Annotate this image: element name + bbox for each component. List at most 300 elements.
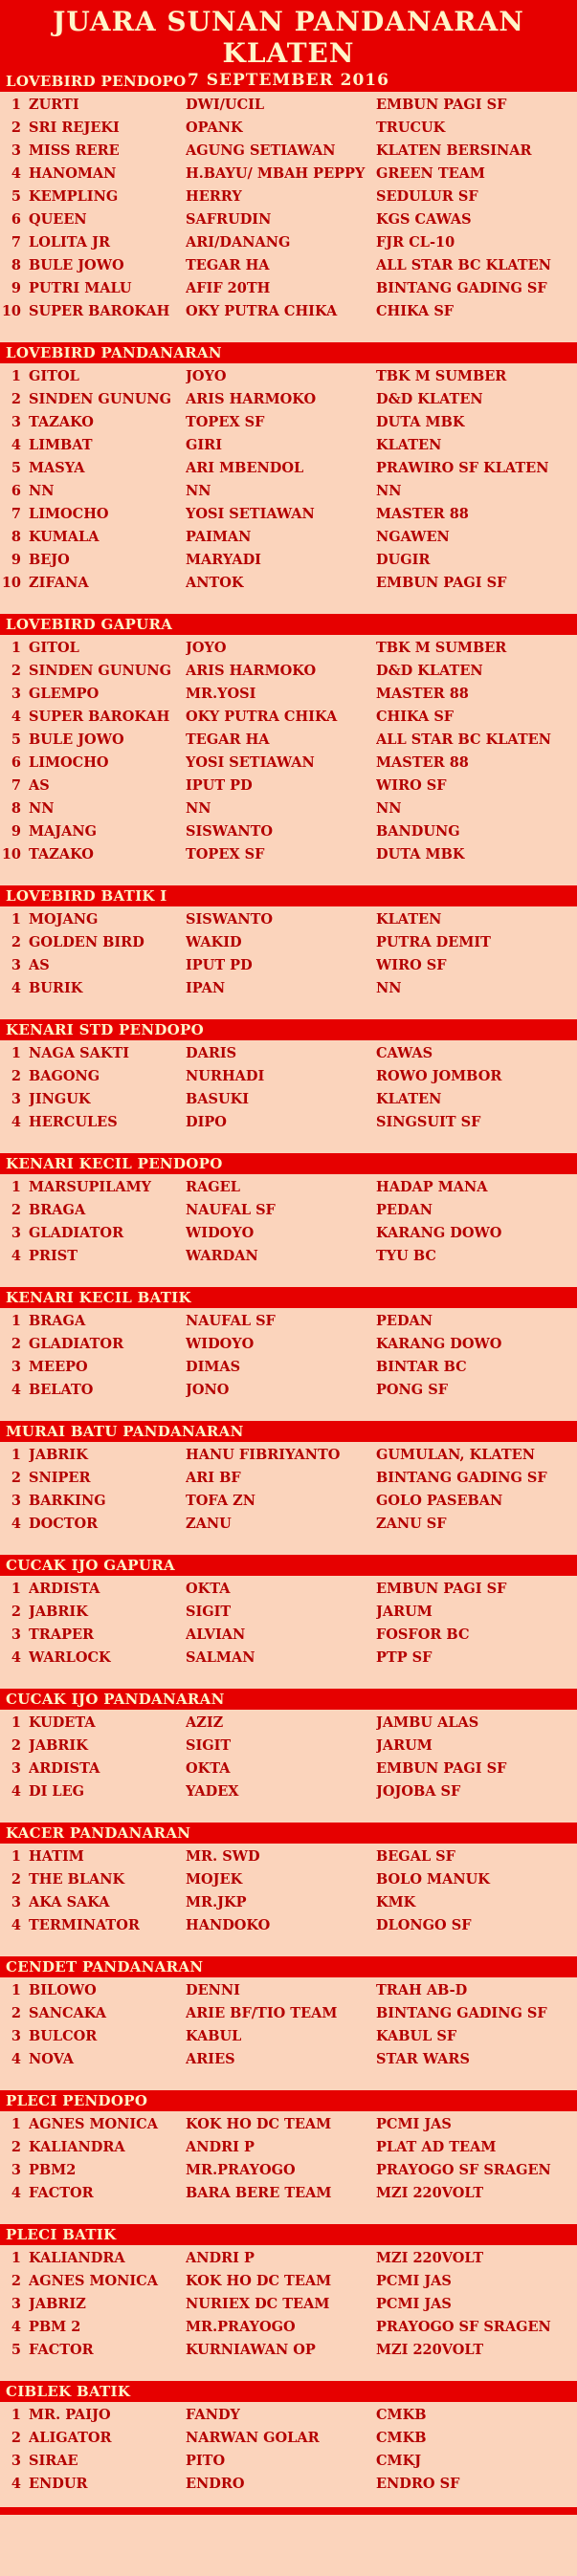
club-cell: KLATEN BERSINAR bbox=[376, 142, 532, 159]
result-row bbox=[0, 1356, 577, 1379]
bird-cell: LOLITA JR bbox=[29, 234, 111, 251]
club-cell: PONG SF bbox=[376, 1382, 448, 1398]
bird-cell: ZIFANA bbox=[29, 575, 89, 591]
bird-cell: JABRIK bbox=[29, 1737, 88, 1754]
section-title: LOVEBIRD GAPURA bbox=[0, 614, 577, 635]
result-row bbox=[0, 1065, 577, 1088]
club-cell: PEDAN bbox=[376, 1202, 433, 1218]
rank-cell: 6 bbox=[11, 754, 21, 771]
rank-cell: 3 bbox=[11, 686, 21, 702]
rank-cell: 3 bbox=[11, 1091, 21, 1107]
club-cell: SINGSUIT SF bbox=[376, 1114, 481, 1130]
owner-cell: JONO bbox=[186, 1382, 230, 1398]
owner-cell: OKY PUTRA CHIKA bbox=[186, 303, 338, 319]
owner-cell: IPUT PD bbox=[186, 957, 253, 973]
rank-cell: 4 bbox=[11, 1248, 21, 1264]
club-cell: STAR WARS bbox=[376, 2051, 470, 2067]
bird-cell: PUTRI MALU bbox=[29, 280, 132, 296]
club-cell: JARUM bbox=[376, 1737, 433, 1754]
rank-cell: 2 bbox=[11, 1604, 21, 1620]
bird-cell: BULE JOWO bbox=[29, 731, 124, 748]
result-row bbox=[0, 1624, 577, 1647]
club-cell: BEGAL SF bbox=[376, 1848, 455, 1865]
owner-cell: ENDRO bbox=[186, 2476, 245, 2492]
bird-cell: NN bbox=[29, 800, 55, 817]
club-cell: CMKJ bbox=[376, 2453, 422, 2469]
rank-cell: 9 bbox=[11, 552, 21, 568]
result-row bbox=[0, 752, 577, 775]
owner-cell: PITO bbox=[186, 2453, 226, 2469]
result-row bbox=[0, 1757, 577, 1780]
rank-cell: 1 bbox=[11, 1581, 21, 1597]
result-row bbox=[0, 1379, 577, 1402]
bird-cell: JABRIZ bbox=[29, 2296, 86, 2312]
owner-cell: HERRY bbox=[186, 188, 242, 205]
bird-cell: BEJO bbox=[29, 552, 70, 568]
section-title: KENARI STD PENDOPO bbox=[0, 1019, 577, 1040]
rank-cell: 2 bbox=[11, 1871, 21, 1888]
result-row bbox=[0, 1845, 577, 1868]
bird-cell: TRAPER bbox=[29, 1626, 95, 1643]
club-cell: PRAYOGO SF SRAGEN bbox=[376, 2162, 551, 2178]
rank-cell: 3 bbox=[11, 1493, 21, 1509]
bird-cell: SUPER BAROKAH bbox=[29, 303, 170, 319]
result-row bbox=[0, 1780, 577, 1803]
club-cell: KARANG DOWO bbox=[376, 1336, 502, 1352]
section-title: MURAI BATU PANDANARAN bbox=[0, 1421, 577, 1442]
result-row bbox=[0, 300, 577, 323]
bird-cell: HATIM bbox=[29, 1848, 84, 1865]
results-section bbox=[0, 1287, 577, 1408]
bird-cell: GLEMPO bbox=[29, 686, 100, 702]
section-rows bbox=[0, 1576, 577, 1675]
bird-cell: TAZAKO bbox=[29, 846, 94, 862]
club-cell: HADAP MANA bbox=[376, 1179, 488, 1195]
owner-cell: MR. SWD bbox=[186, 1848, 260, 1865]
rank-cell: 4 bbox=[11, 437, 21, 453]
result-row bbox=[0, 706, 577, 729]
owner-cell: TEGAR HA bbox=[186, 731, 270, 748]
result-row bbox=[0, 388, 577, 411]
owner-cell: AGUNG SETIAWAN bbox=[186, 142, 336, 159]
section-title: KACER PANDANARAN bbox=[0, 1823, 577, 1844]
section-rows bbox=[0, 2402, 577, 2501]
bird-cell: SINDEN GUNUNG bbox=[29, 663, 172, 679]
bird-cell: GLADIATOR bbox=[29, 1225, 124, 1241]
result-row bbox=[0, 2159, 577, 2182]
club-cell: FOSFOR BC bbox=[376, 1626, 470, 1643]
club-cell: PCMI JAS bbox=[376, 2273, 452, 2289]
result-row bbox=[0, 931, 577, 954]
bird-cell: AKA SAKA bbox=[29, 1894, 110, 1910]
result-row bbox=[0, 683, 577, 706]
results-section bbox=[0, 71, 577, 329]
results-sections bbox=[0, 71, 577, 2501]
rank-cell: 2 bbox=[11, 663, 21, 679]
section-title: LOVEBIRD PENDOPO bbox=[0, 71, 577, 92]
owner-cell: NAUFAL SF bbox=[186, 1202, 276, 1218]
bird-cell: BULE JOWO bbox=[29, 257, 124, 273]
rank-cell: 7 bbox=[11, 506, 21, 522]
bird-cell: JABRIK bbox=[29, 1604, 88, 1620]
result-row bbox=[0, 820, 577, 843]
rank-cell: 1 bbox=[11, 1045, 21, 1061]
rank-cell: 4 bbox=[11, 1917, 21, 1933]
owner-cell: MR.PRAYOGO bbox=[186, 2319, 296, 2335]
result-row bbox=[0, 2404, 577, 2427]
owner-cell: AFIF 20TH bbox=[186, 280, 271, 296]
owner-cell: BASUKI bbox=[186, 1091, 250, 1107]
rank-cell: 3 bbox=[11, 142, 21, 159]
owner-cell: NARWAN GOLAR bbox=[186, 2430, 320, 2446]
owner-cell: SIGIT bbox=[186, 1737, 232, 1754]
club-cell: TBK M SUMBER bbox=[376, 368, 507, 384]
bird-cell: NOVA bbox=[29, 2051, 75, 2067]
result-row bbox=[0, 572, 577, 595]
result-row bbox=[0, 954, 577, 977]
section-title: CUCAK IJO PANDANARAN bbox=[0, 1689, 577, 1710]
result-row bbox=[0, 1042, 577, 1065]
result-row bbox=[0, 2136, 577, 2159]
section-rows bbox=[0, 1710, 577, 1809]
rank-cell: 2 bbox=[11, 2430, 21, 2446]
bird-cell: PBM2 bbox=[29, 2162, 77, 2178]
rank-cell: 10 bbox=[1, 303, 21, 319]
owner-cell: KABUL bbox=[186, 2028, 242, 2044]
result-row bbox=[0, 2427, 577, 2450]
bird-cell: KEMPLING bbox=[29, 188, 119, 205]
rank-cell: 1 bbox=[11, 1179, 21, 1195]
result-row bbox=[0, 2182, 577, 2205]
bird-cell: HERCULES bbox=[29, 1114, 118, 1130]
owner-cell: IPUT PD bbox=[186, 777, 253, 794]
bird-cell: NN bbox=[29, 483, 55, 499]
owner-cell: ZANU bbox=[186, 1516, 232, 1532]
rank-cell: 3 bbox=[11, 1760, 21, 1777]
rank-cell: 3 bbox=[11, 1894, 21, 1910]
rank-cell: 5 bbox=[11, 188, 21, 205]
rank-cell: 4 bbox=[11, 980, 21, 996]
owner-cell: ARI/DANANG bbox=[186, 234, 291, 251]
owner-cell: OKTA bbox=[186, 1760, 231, 1777]
result-row bbox=[0, 2025, 577, 2048]
result-row bbox=[0, 434, 577, 457]
rank-cell: 1 bbox=[11, 911, 21, 928]
owner-cell: YOSI SETIAWAN bbox=[186, 754, 315, 771]
club-cell: TRUCUK bbox=[376, 120, 446, 136]
club-cell: CMKB bbox=[376, 2430, 427, 2446]
club-cell: GOLO PASEBAN bbox=[376, 1493, 503, 1509]
owner-cell: WARDAN bbox=[186, 1248, 258, 1264]
result-row bbox=[0, 1914, 577, 1937]
bird-cell: AS bbox=[29, 777, 50, 794]
club-cell: BINTANG GADING SF bbox=[376, 2005, 547, 2021]
club-cell: MASTER 88 bbox=[376, 686, 469, 702]
rank-cell: 1 bbox=[11, 640, 21, 656]
rank-cell: 5 bbox=[11, 2342, 21, 2358]
owner-cell: DARIS bbox=[186, 1045, 237, 1061]
bird-cell: PRIST bbox=[29, 1248, 78, 1264]
club-cell: KLATEN bbox=[376, 437, 442, 453]
club-cell: KABUL SF bbox=[376, 2028, 457, 2044]
result-row bbox=[0, 637, 577, 660]
result-row bbox=[0, 94, 577, 117]
rank-cell: 2 bbox=[11, 934, 21, 950]
club-cell: KMK bbox=[376, 1894, 416, 1910]
owner-cell: ANTOK bbox=[186, 575, 244, 591]
bird-cell: SIRAE bbox=[29, 2453, 78, 2469]
club-cell: DUTA MBK bbox=[376, 414, 465, 430]
section-title: CUCAK IJO GAPURA bbox=[0, 1555, 577, 1576]
club-cell: DUGIR bbox=[376, 552, 431, 568]
rank-cell: 2 bbox=[11, 120, 21, 136]
owner-cell: DENNI bbox=[186, 1982, 240, 1998]
section-title: LOVEBIRD PANDANARAN bbox=[0, 342, 577, 363]
section-title: LOVEBIRD BATIK I bbox=[0, 885, 577, 906]
owner-cell: TOPEX SF bbox=[186, 846, 265, 862]
result-row bbox=[0, 797, 577, 820]
page-title: JUARA SUNAN PANDANARAN KLATEN bbox=[53, 6, 524, 69]
club-cell: PCMI JAS bbox=[376, 2296, 452, 2312]
result-row bbox=[0, 480, 577, 503]
section-title: PLECI BATIK bbox=[0, 2224, 577, 2245]
bird-cell: LIMBAT bbox=[29, 437, 93, 453]
club-cell: KARANG DOWO bbox=[376, 1225, 502, 1241]
result-row bbox=[0, 1333, 577, 1356]
bird-cell: KUMALA bbox=[29, 529, 100, 545]
club-cell: DLONGO SF bbox=[376, 1917, 472, 1933]
bird-cell: ZURTI bbox=[29, 97, 79, 113]
section-rows bbox=[0, 1308, 577, 1408]
rank-cell: 1 bbox=[11, 1447, 21, 1463]
result-row bbox=[0, 1647, 577, 1670]
bird-cell: KALIANDRA bbox=[29, 2250, 125, 2266]
bird-cell: BRAGA bbox=[29, 1313, 86, 1329]
section-title: CENDET PANDANARAN bbox=[0, 1956, 577, 1977]
club-cell: BOLO MANUK bbox=[376, 1871, 490, 1888]
club-cell: PEDAN bbox=[376, 1313, 433, 1329]
club-cell: GUMULAN, KLATEN bbox=[376, 1447, 535, 1463]
result-row bbox=[0, 1979, 577, 2002]
rank-cell: 2 bbox=[11, 1202, 21, 1218]
section-title: KENARI KECIL PENDOPO bbox=[0, 1153, 577, 1174]
bird-cell: MASYA bbox=[29, 460, 85, 476]
section-rows bbox=[0, 2245, 577, 2368]
result-row bbox=[0, 231, 577, 254]
club-cell: GREEN TEAM bbox=[376, 165, 485, 182]
result-row bbox=[0, 549, 577, 572]
owner-cell: RAGEL bbox=[186, 1179, 240, 1195]
bird-cell: BAGONG bbox=[29, 1068, 100, 1084]
result-row bbox=[0, 277, 577, 300]
owner-cell: ALVIAN bbox=[186, 1626, 246, 1643]
result-row bbox=[0, 1199, 577, 1222]
rank-cell: 2 bbox=[11, 1336, 21, 1352]
result-row bbox=[0, 1467, 577, 1490]
club-cell: DUTA MBK bbox=[376, 846, 465, 862]
results-section bbox=[0, 1153, 577, 1274]
bird-cell: ENDUR bbox=[29, 2476, 88, 2492]
club-cell: EMBUN PAGI SF bbox=[376, 1760, 507, 1777]
club-cell: BINTANG GADING SF bbox=[376, 280, 547, 296]
rank-cell: 2 bbox=[11, 1470, 21, 1486]
rank-cell: 3 bbox=[11, 1626, 21, 1643]
owner-cell: AZIZ bbox=[186, 1714, 224, 1731]
result-row bbox=[0, 2293, 577, 2316]
rank-cell: 3 bbox=[11, 2296, 21, 2312]
result-row bbox=[0, 208, 577, 231]
owner-cell: MR.JKP bbox=[186, 1894, 247, 1910]
club-cell: MZI 220VOLT bbox=[376, 2250, 484, 2266]
rank-cell: 1 bbox=[11, 1714, 21, 1731]
bird-cell: MAJANG bbox=[29, 823, 98, 840]
rank-cell: 1 bbox=[11, 2407, 21, 2423]
rank-cell: 8 bbox=[11, 529, 21, 545]
club-cell: CHIKA SF bbox=[376, 303, 455, 319]
result-row bbox=[0, 1891, 577, 1914]
rank-cell: 5 bbox=[11, 731, 21, 748]
owner-cell: TOFA ZN bbox=[186, 1493, 256, 1509]
result-row bbox=[0, 2450, 577, 2473]
result-row bbox=[0, 1735, 577, 1757]
owner-cell: WIDOYO bbox=[186, 1225, 255, 1241]
owner-cell: SISWANTO bbox=[186, 911, 274, 928]
rank-cell: 2 bbox=[11, 2273, 21, 2289]
section-title: CIBLEK BATIK bbox=[0, 2381, 577, 2402]
result-row bbox=[0, 660, 577, 683]
rank-cell: 4 bbox=[11, 1783, 21, 1800]
owner-cell: IPAN bbox=[186, 980, 226, 996]
rank-cell: 9 bbox=[11, 823, 21, 840]
results-section bbox=[0, 1555, 577, 1675]
club-cell: MZI 220VOLT bbox=[376, 2342, 484, 2358]
owner-cell: OKTA bbox=[186, 1581, 231, 1597]
rank-cell: 4 bbox=[11, 165, 21, 182]
rank-cell: 2 bbox=[11, 1737, 21, 1754]
result-row bbox=[0, 526, 577, 549]
bird-cell: MR. PAIJO bbox=[29, 2407, 111, 2423]
bird-cell: HANOMAN bbox=[29, 165, 117, 182]
club-cell: PRAYOGO SF SRAGEN bbox=[376, 2319, 551, 2335]
rank-cell: 7 bbox=[11, 777, 21, 794]
bird-cell: DI LEG bbox=[29, 1783, 85, 1800]
bird-cell: MISS RERE bbox=[29, 142, 120, 159]
club-cell: BINTAR BC bbox=[376, 1359, 467, 1375]
club-cell: ROWO JOMBOR bbox=[376, 1068, 502, 1084]
bird-cell: BARKING bbox=[29, 1493, 106, 1509]
bird-cell: ALIGATOR bbox=[29, 2430, 112, 2446]
rank-cell: 8 bbox=[11, 257, 21, 273]
club-cell: EMBUN PAGI SF bbox=[376, 97, 507, 113]
rank-cell: 4 bbox=[11, 2051, 21, 2067]
result-row bbox=[0, 2339, 577, 2362]
bird-cell: AGNES MONICA bbox=[29, 2273, 158, 2289]
rank-cell: 1 bbox=[11, 97, 21, 113]
rank-cell: 1 bbox=[11, 368, 21, 384]
bird-cell: KALIANDRA bbox=[29, 2139, 125, 2155]
bird-cell: THE BLANK bbox=[29, 1871, 125, 1888]
club-cell: ZANU SF bbox=[376, 1516, 447, 1532]
result-row bbox=[0, 186, 577, 208]
section-rows bbox=[0, 1174, 577, 1274]
result-row bbox=[0, 908, 577, 931]
rank-cell: 6 bbox=[11, 483, 21, 499]
owner-cell: FANDY bbox=[186, 2407, 240, 2423]
club-cell: ALL STAR BC KLATEN bbox=[376, 731, 551, 748]
rank-cell: 4 bbox=[11, 1649, 21, 1666]
bird-cell: BULCOR bbox=[29, 2028, 98, 2044]
club-cell: TRAH AB-D bbox=[376, 1982, 468, 1998]
club-cell: EMBUN PAGI SF bbox=[376, 575, 507, 591]
bird-cell: LIMOCHO bbox=[29, 506, 109, 522]
bird-cell: QUEEN bbox=[29, 211, 87, 228]
bird-cell: DOCTOR bbox=[29, 1516, 99, 1532]
results-section bbox=[0, 2224, 577, 2368]
owner-cell: WIDOYO bbox=[186, 1336, 255, 1352]
result-row bbox=[0, 411, 577, 434]
rank-cell: 1 bbox=[11, 1313, 21, 1329]
result-row bbox=[0, 729, 577, 752]
result-row bbox=[0, 1111, 577, 1134]
results-section bbox=[0, 614, 577, 872]
club-cell: WIRO SF bbox=[376, 777, 447, 794]
club-cell: JARUM bbox=[376, 1604, 433, 1620]
club-cell: KGS CAWAS bbox=[376, 211, 472, 228]
result-row bbox=[0, 1222, 577, 1245]
club-cell: PTP SF bbox=[376, 1649, 433, 1666]
owner-cell: SALMAN bbox=[186, 1649, 255, 1666]
bird-cell: SNIPER bbox=[29, 1470, 91, 1486]
bird-cell: MOJANG bbox=[29, 911, 99, 928]
club-cell: PCMI JAS bbox=[376, 2116, 452, 2132]
club-cell: TYU BC bbox=[376, 1248, 436, 1264]
rank-cell: 1 bbox=[11, 1848, 21, 1865]
rank-cell: 1 bbox=[11, 2250, 21, 2266]
section-rows bbox=[0, 363, 577, 600]
result-row bbox=[0, 163, 577, 186]
club-cell: PUTRA DEMIT bbox=[376, 934, 491, 950]
rank-cell: 4 bbox=[11, 1382, 21, 1398]
result-row bbox=[0, 2270, 577, 2293]
rank-cell: 4 bbox=[11, 2185, 21, 2201]
bird-cell: PBM 2 bbox=[29, 2319, 81, 2335]
owner-cell: SISWANTO bbox=[186, 823, 274, 840]
owner-cell: ARIE BF/TIO TEAM bbox=[186, 2005, 338, 2021]
bird-cell: JABRIK bbox=[29, 1447, 88, 1463]
owner-cell: NURIEX DC TEAM bbox=[186, 2296, 330, 2312]
bird-cell: SUPER BAROKAH bbox=[29, 709, 170, 725]
bird-cell: FACTOR bbox=[29, 2342, 94, 2358]
owner-cell: TOPEX SF bbox=[186, 414, 265, 430]
club-cell: NN bbox=[376, 483, 402, 499]
bird-cell: ARDISTA bbox=[29, 1760, 100, 1777]
owner-cell: ANDRI P bbox=[186, 2139, 255, 2155]
section-rows bbox=[0, 635, 577, 872]
rank-cell: 3 bbox=[11, 957, 21, 973]
owner-cell: H.BAYU/ MBAH PEPPY bbox=[186, 165, 366, 182]
rank-cell: 2 bbox=[11, 2005, 21, 2021]
rank-cell: 1 bbox=[11, 2116, 21, 2132]
club-cell: NGAWEN bbox=[376, 529, 450, 545]
club-cell: MASTER 88 bbox=[376, 754, 469, 771]
results-section bbox=[0, 2381, 577, 2501]
result-row bbox=[0, 1712, 577, 1735]
result-row bbox=[0, 2113, 577, 2136]
section-rows bbox=[0, 1040, 577, 1140]
club-cell: KLATEN bbox=[376, 911, 442, 928]
bird-cell: WARLOCK bbox=[29, 1649, 111, 1666]
bird-cell: GOLDEN BIRD bbox=[29, 934, 144, 950]
